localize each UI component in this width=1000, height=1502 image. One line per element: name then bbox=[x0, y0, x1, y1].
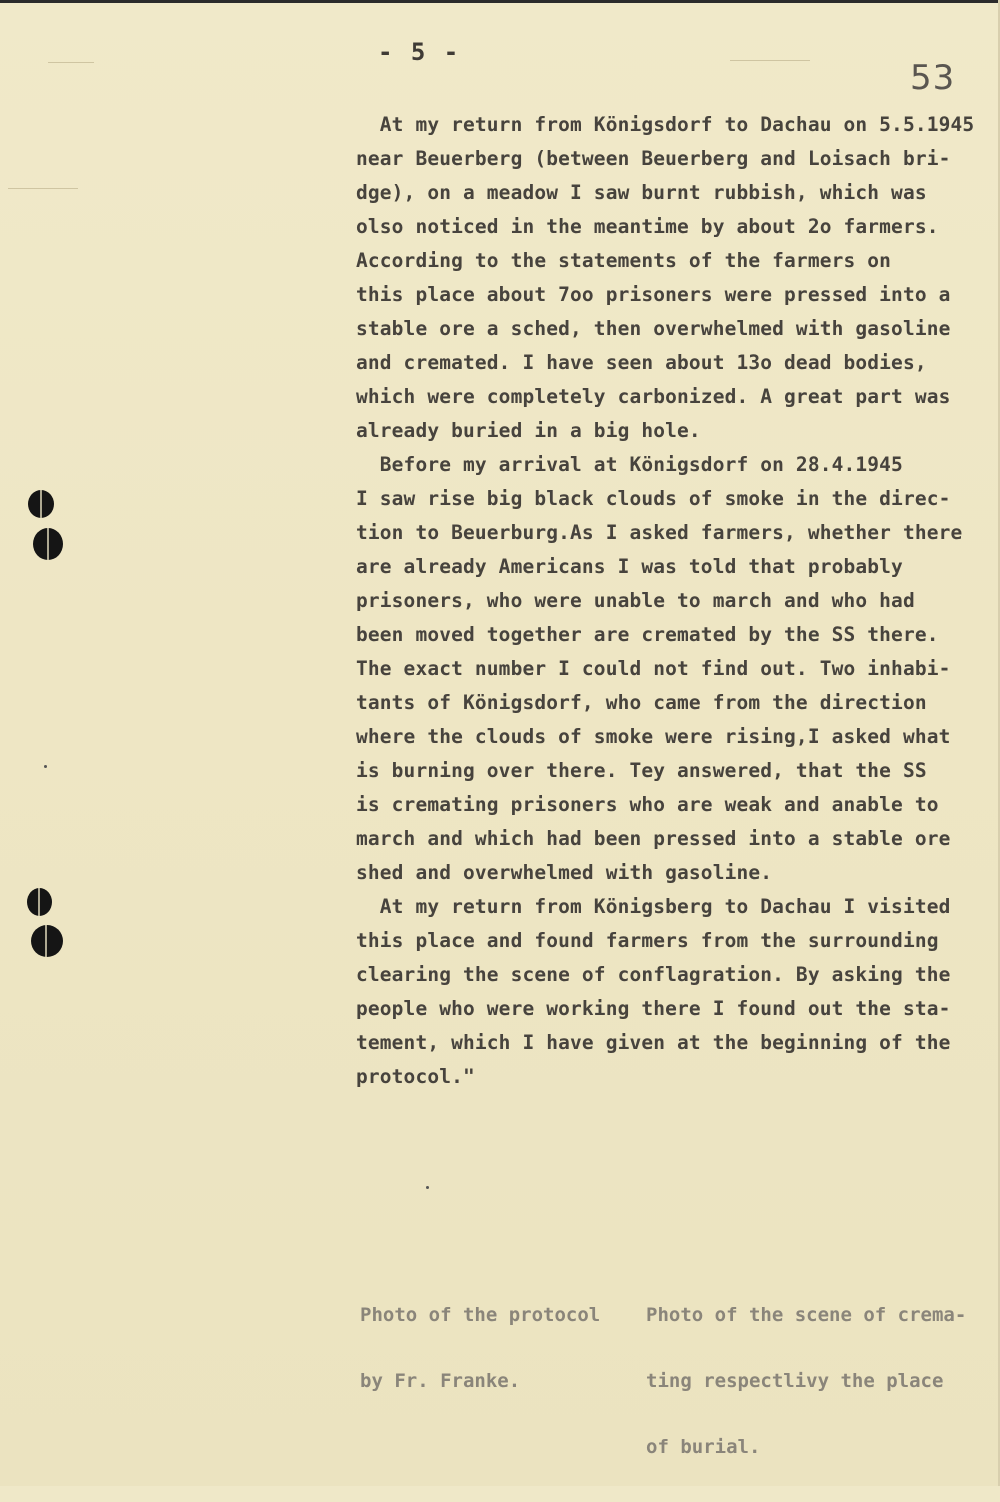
paper-speck bbox=[44, 765, 47, 768]
text-line: Before my arrival at Königsdorf on 28.4.1945 bbox=[356, 453, 903, 476]
text-line: olso noticed in the meantime by about 2o farmers. bbox=[356, 215, 939, 238]
text-line: protocol." bbox=[356, 1065, 475, 1088]
caption-scene-photo bbox=[646, 1260, 966, 1502]
text-line: are already Americans I was told that probably bbox=[356, 555, 903, 578]
text-line: The exact number I could not find out. Two inhabi- bbox=[356, 657, 951, 680]
page-top-edge bbox=[0, 0, 1000, 3]
text-line: prisoners, who were unable to march and who had bbox=[356, 589, 915, 612]
text-line: tants of Königsdorf, who came from the direction bbox=[356, 691, 927, 714]
text-line: already buried in a big hole. bbox=[356, 419, 701, 442]
faint-rule bbox=[8, 188, 78, 189]
caption-line: of burial. bbox=[646, 1436, 761, 1458]
text-line: near Beuerberg (between Beuerberg and Loisach bri- bbox=[356, 147, 951, 170]
faint-rule bbox=[48, 62, 94, 63]
page-marker: - 5 - bbox=[378, 38, 461, 66]
text-line: which were completely carbonized. A great part was bbox=[356, 385, 951, 408]
punch-hole bbox=[33, 528, 63, 560]
text-line: I saw rise big black clouds of smoke in the direc- bbox=[356, 487, 951, 510]
text-line: is cremating prisoners who are weak and anable to bbox=[356, 793, 939, 816]
text-line: where the clouds of smoke were rising,I asked what bbox=[356, 725, 951, 748]
text-line: this place about 7oo prisoners were pressed into a bbox=[356, 283, 951, 306]
caption-line: ting respectlivy the place bbox=[646, 1370, 944, 1392]
text-line: At my return from Königsdorf to Dachau on 5.5.1945 bbox=[356, 113, 975, 136]
caption-line: Photo of the scene of crema- bbox=[646, 1304, 967, 1326]
punch-hole bbox=[28, 490, 54, 518]
text-line: tement, which I have given at the beginning of the bbox=[356, 1031, 951, 1054]
punch-hole bbox=[27, 888, 52, 916]
text-line: dge), on a meadow I saw burnt rubbish, which was bbox=[356, 181, 927, 204]
paper-speck bbox=[426, 1186, 429, 1189]
typed-text-body bbox=[356, 108, 996, 1094]
text-line: At my return from Königsberg to Dachau I visited bbox=[356, 895, 951, 918]
text-line: clearing the scene of conflagration. By asking the bbox=[356, 963, 951, 986]
text-line: people who were working there I found out the sta- bbox=[356, 997, 951, 1020]
text-line: march and which had been pressed into a stable ore bbox=[356, 827, 951, 850]
caption-protocol-photo bbox=[360, 1260, 600, 1436]
text-line: shed and overwhelmed with gasoline. bbox=[356, 861, 773, 884]
text-line: been moved together are cremated by the SS there. bbox=[356, 623, 939, 646]
caption-line: Photo of the protocol bbox=[360, 1304, 601, 1326]
caption-line: by Fr. Franke. bbox=[360, 1370, 521, 1392]
text-line: and cremated. I have seen about 13o dead bodies, bbox=[356, 351, 927, 374]
text-line: According to the statements of the farmers on bbox=[356, 249, 892, 272]
text-line: tion to Beuerburg.As I asked farmers, whether there bbox=[356, 521, 963, 544]
punch-hole bbox=[31, 925, 63, 957]
text-line: this place and found farmers from the surrounding bbox=[356, 929, 939, 952]
faint-rule bbox=[730, 60, 810, 61]
text-line: is burning over there. Tey answered, that the SS bbox=[356, 759, 927, 782]
folio-number: 53 bbox=[910, 58, 956, 98]
text-line: stable ore a sched, then overwhelmed with gasoline bbox=[356, 317, 951, 340]
